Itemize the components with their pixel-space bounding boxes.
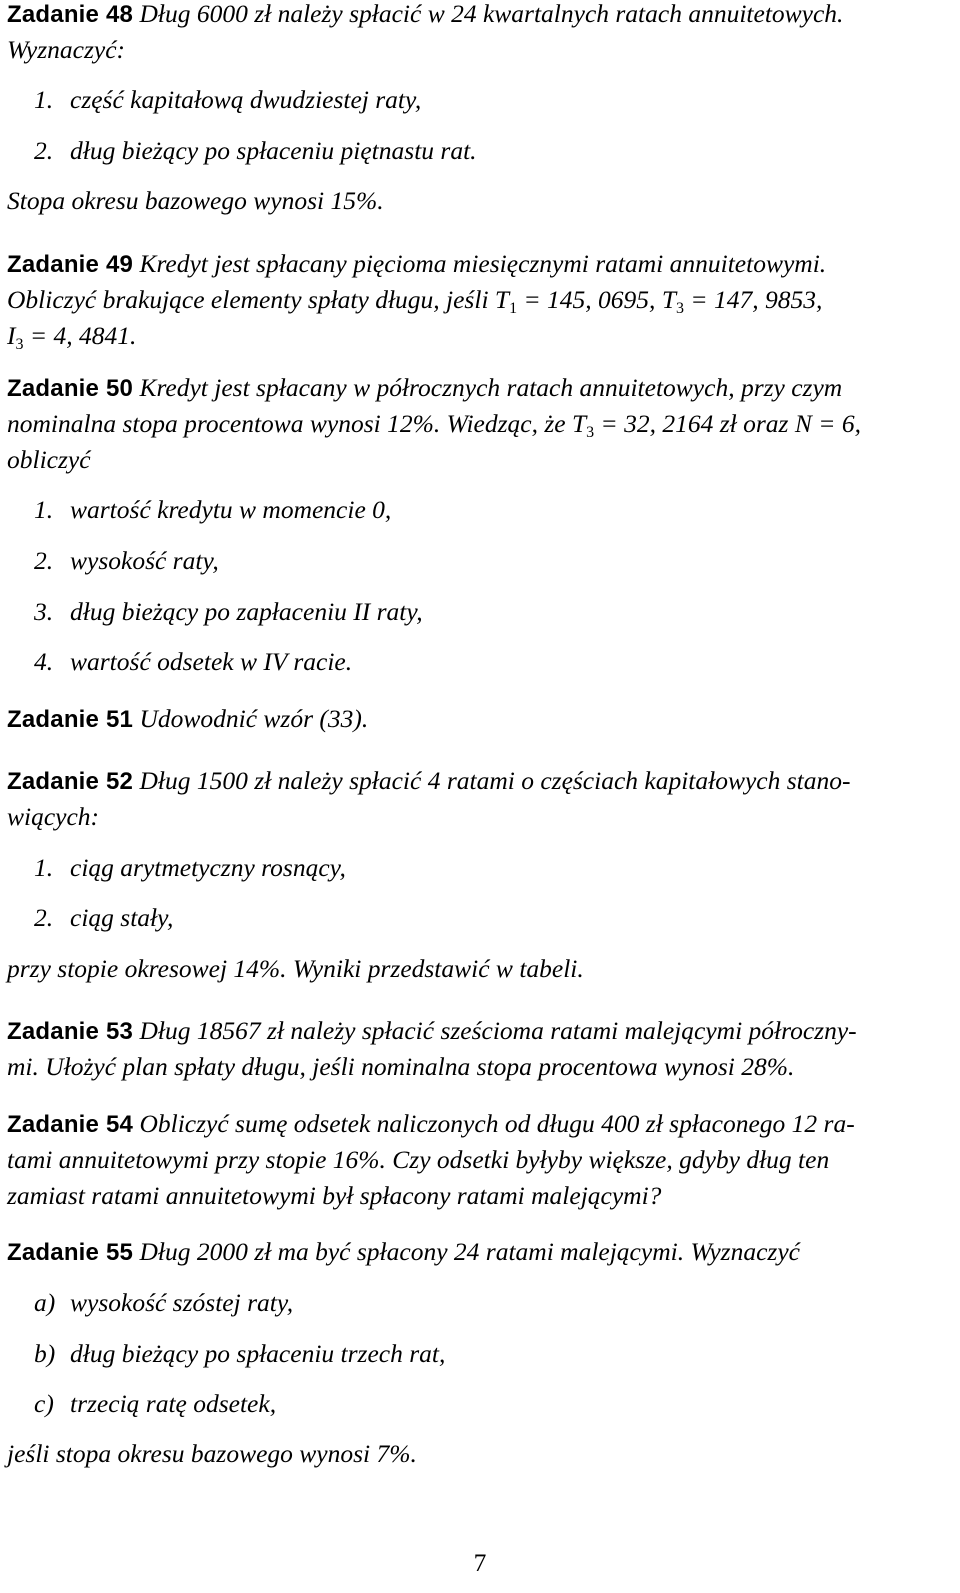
list-item-number: 2. <box>34 903 54 932</box>
task-50-label: Zadanie 50 <box>7 375 134 402</box>
task-49-label: Zadanie 49 <box>7 251 134 278</box>
math-T: T <box>494 285 510 314</box>
task-48-after: Stopa okresu bazowego wynosi 15%. <box>7 186 384 215</box>
list-item-number: a) <box>34 1288 56 1317</box>
task-48-line-1 <box>7 0 843 33</box>
task-50-text-1: Kredyt jest spłacany w półrocznych ratach annuitetowych, przy czym <box>139 373 843 402</box>
math-eq: = 4, 4841. <box>23 321 137 350</box>
list-item-text: wartość odsetek w IV racie. <box>70 647 353 676</box>
task-51-text: Udowodnić wzór (33). <box>139 704 369 733</box>
task-55-line-1 <box>7 1234 800 1271</box>
list-item <box>34 1336 445 1372</box>
task-48-label: Zadanie 48 <box>7 1 134 28</box>
subscript: 3 <box>676 300 684 317</box>
math-I: I <box>7 321 16 350</box>
list-item-text: ciąg arytmetyczny rosnący, <box>70 853 346 882</box>
task-49-text-1: Kredyt jest spłacany pięcioma miesięcznymi ratami annuitetowymi. <box>139 249 827 278</box>
task-49-line-1 <box>7 246 826 283</box>
task-54-line-1 <box>7 1106 855 1143</box>
list-item-text: dług bieżący po spłaceniu trzech rat, <box>70 1339 446 1368</box>
subscript: 3 <box>15 336 24 353</box>
task-54-text-1: Obliczyć sumę odsetek naliczonych od długu 400 zł spłaconego 12 ra- <box>139 1109 855 1138</box>
list-item-number: c) <box>34 1389 54 1418</box>
math-eq: = 145, 0695, <box>517 285 662 314</box>
task-52-text-2: wiących: <box>7 802 100 831</box>
task-53-text-2: mi. Ułożyć plan spłaty długu, jeśli nominalna stopa procentowa wynosi 28%. <box>7 1052 795 1081</box>
list-item <box>34 594 423 630</box>
math-T: T <box>571 409 587 438</box>
list-item <box>34 900 173 936</box>
task-48-text-1: Dług 6000 zł należy spłacić w 24 kwartalnych ratach annuitetowych. <box>139 0 844 28</box>
task-55-after: jeśli stopa okresu bazowego wynosi 7%. <box>7 1439 417 1468</box>
task-49-line-2 <box>7 282 822 318</box>
list-item-number: 2. <box>34 546 54 575</box>
task-49-line-3 <box>7 318 136 354</box>
task-51-line-1 <box>7 701 368 738</box>
list-item-number: 1. <box>34 85 54 114</box>
task-52-line-1 <box>7 763 851 800</box>
math-eq: = 32, 2164 zł oraz N = 6, <box>594 409 861 438</box>
list-item-text: wysokość szóstej raty, <box>70 1288 294 1317</box>
task-53-text-1: Dług 18567 zł należy spłacić sześcioma ratami malejącymi półroczny- <box>139 1016 857 1045</box>
task-48-text-2: Wyznaczyć: <box>7 35 126 64</box>
list-item-text: dług bieżący po spłaceniu piętnastu rat. <box>70 136 477 165</box>
list-item <box>34 543 219 579</box>
task-52-after: przy stopie okresowej 14%. Wyniki przedstawić w tabeli. <box>7 954 584 983</box>
list-item-number: 4. <box>34 647 54 676</box>
list-item <box>34 133 477 169</box>
task-50-line-3: obliczyć <box>7 445 91 474</box>
task-54-label: Zadanie 54 <box>7 1111 134 1138</box>
task-55-label: Zadanie 55 <box>7 1239 134 1266</box>
task-50-line-2 <box>7 406 861 442</box>
task-54-text-3: zamiast ratami annuitetowymi był spłacony ratami malejącymi? <box>7 1181 662 1210</box>
list-item-text: ciąg stały, <box>70 903 174 932</box>
task-54-text-2: tami annuitetowymi przy stopie 16%. Czy odsetki byłyby większe, gdyby dług ten <box>7 1145 830 1174</box>
list-item <box>34 1386 276 1422</box>
task-50-line-1 <box>7 370 842 407</box>
list-item <box>34 82 421 118</box>
list-item <box>34 644 352 680</box>
page-number: 7 <box>473 1548 487 1577</box>
list-item-number: 1. <box>34 495 54 524</box>
subscript: 3 <box>586 424 595 441</box>
list-item <box>34 492 391 528</box>
math-eq: = 147, 9853, <box>684 285 823 314</box>
task-53-label: Zadanie 53 <box>7 1018 134 1045</box>
list-item-text: część kapitałową dwudziestej raty, <box>70 85 422 114</box>
list-item <box>34 850 346 886</box>
task-49-text-2: Obliczyć brakujące elementy spłaty długu, jeśli <box>7 285 495 314</box>
list-item-number: 1. <box>34 853 54 882</box>
list-item-number: 2. <box>34 136 54 165</box>
task-51-label: Zadanie 51 <box>7 706 134 733</box>
list-item-number: b) <box>34 1339 56 1368</box>
task-52-text-1: Dług 1500 zł należy spłacić 4 ratami o częściach kapitałowych stano- <box>139 766 851 795</box>
math-T: T <box>661 285 676 314</box>
list-item-text: trzecią ratę odsetek, <box>70 1389 277 1418</box>
task-52-label: Zadanie 52 <box>7 768 134 795</box>
list-item <box>34 1285 293 1321</box>
task-50-text-2: nominalna stopa procentowa wynosi 12%. Wiedząc, że <box>7 409 572 438</box>
subscript: 1 <box>509 300 518 317</box>
list-item-number: 3. <box>34 597 54 626</box>
task-55-text-1: Dług 2000 zł ma być spłacony 24 ratami malejącymi. Wyznaczyć <box>139 1237 800 1266</box>
list-item-text: dług bieżący po zapłaceniu II raty, <box>70 597 423 626</box>
list-item-text: wysokość raty, <box>70 546 219 575</box>
task-53-line-1 <box>7 1013 857 1050</box>
list-item-text: wartość kredytu w momencie 0, <box>70 495 392 524</box>
